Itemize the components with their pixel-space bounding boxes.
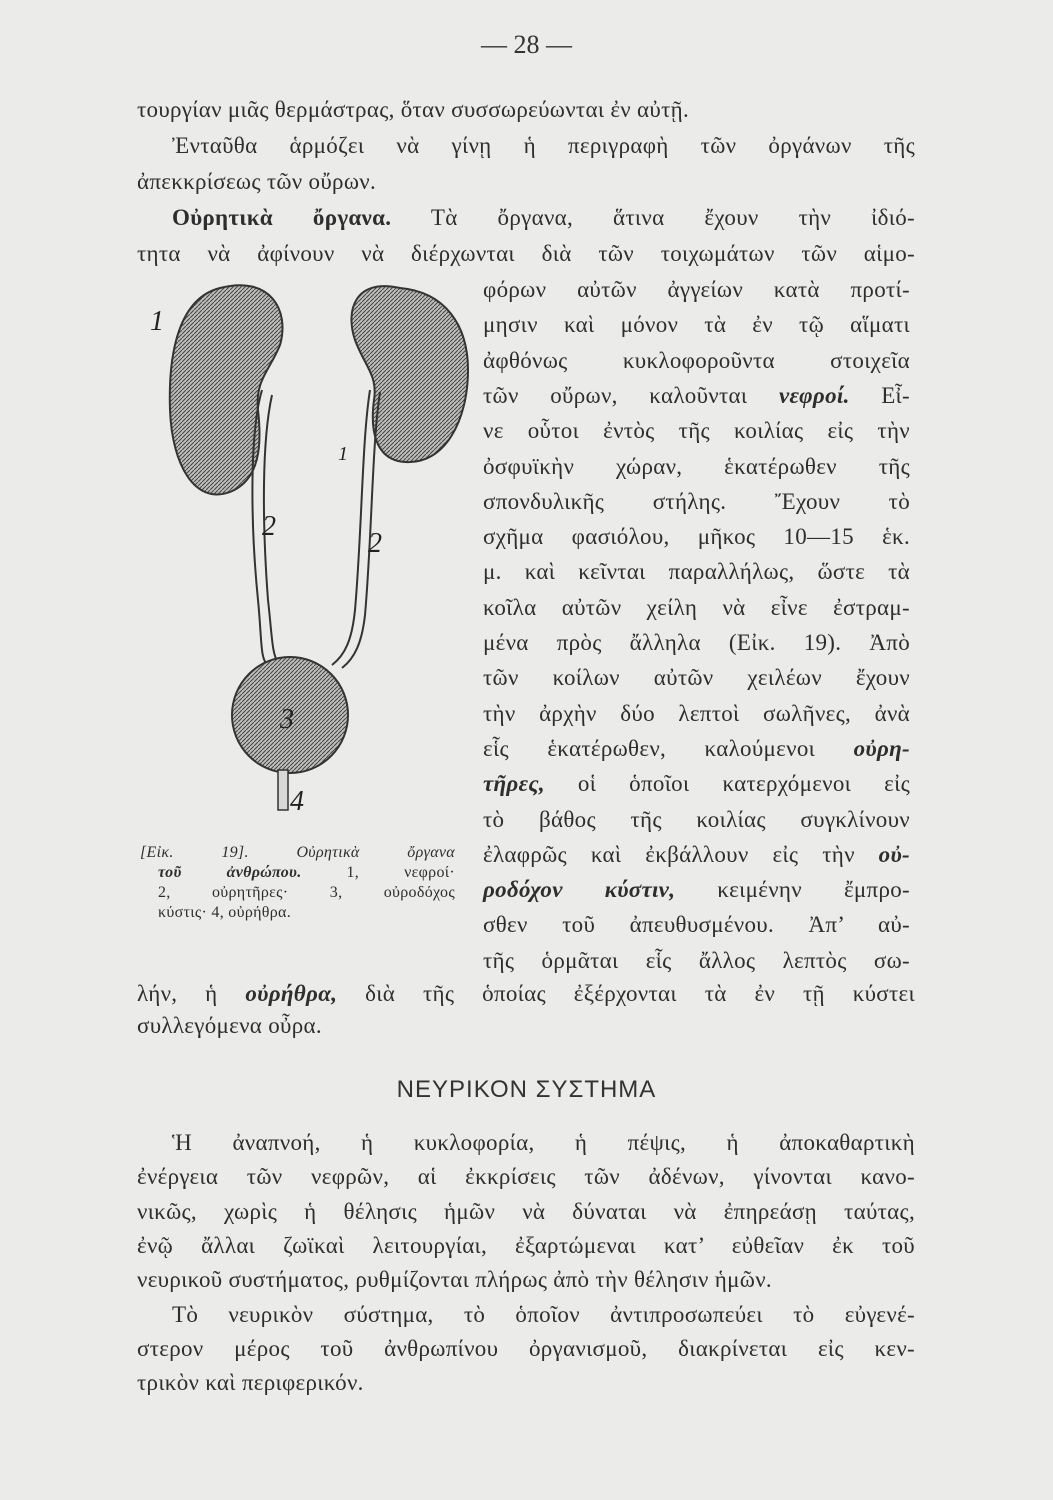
text-run: κειμένην ἔμπρο- xyxy=(675,877,910,903)
text-line xyxy=(483,520,910,554)
text-line xyxy=(483,732,910,766)
text-run: φόρων αὐτῶν ἀγγείων κατὰ προτί- xyxy=(483,277,910,302)
label-kidney-right: 1 xyxy=(338,443,348,465)
text-run: ἐνέργεια τῶν νεφρῶν, αἱ ἐκκρίσεις τῶν ἀδένων, γίνονται κανο- xyxy=(137,1164,915,1190)
text-run: ἀφθόνως κυκλοφοροῦντα στοιχεῖα xyxy=(483,347,910,373)
text-line xyxy=(483,944,910,978)
text-run: οἱ ὁποῖοι κατερχόμενοι εἰς xyxy=(544,771,910,797)
text-run: νευρικοῦ συστήματος, ρυθμίζονται πλήρως ἀπὸ τὴν θέλησιν ἡμῶν. xyxy=(137,1267,772,1293)
text-line xyxy=(137,977,915,1011)
text-run: τῶν κοίλων αὐτῶν χειλέων ἔχουν xyxy=(483,665,910,691)
text-run: διὰ τῆς ὁποίας ἐξέρχονται τὰ ἐν τῇ κύστει xyxy=(337,981,915,1006)
text-line xyxy=(483,308,910,342)
text-run: 2, οὐρητῆρες· 3, οὐροδόχος xyxy=(158,884,455,901)
text-line xyxy=(137,1229,915,1263)
text-run: κύστις· 4, οὐρήθρα. xyxy=(158,904,292,921)
text-line xyxy=(483,838,910,872)
text-line xyxy=(483,626,910,660)
label-urethra: 4 xyxy=(290,786,304,817)
text-run xyxy=(249,844,297,861)
text-run: Ἐνταῦθα ἁρμόζει νὰ γίνῃ ἡ περιγραφὴ τῶν ὀργάνων τῆς xyxy=(172,133,915,158)
text-line xyxy=(137,1332,915,1366)
text-run: νε οὗτοι ἐντὸς τῆς κοιλίας εἰς τὴν xyxy=(483,418,910,444)
text-line xyxy=(158,883,455,903)
text-run: ἐλαφρῶς καὶ ἐκβάλλουν εἰς τὴν xyxy=(483,841,879,867)
text-line xyxy=(483,344,910,378)
text-line xyxy=(158,903,455,923)
text-line xyxy=(172,1126,915,1160)
text-line xyxy=(137,1009,915,1043)
text-run: Εἶ- xyxy=(849,382,910,408)
text-line xyxy=(483,485,910,519)
text-line xyxy=(172,129,915,163)
text-run: Τὰ ὄργανα, ἅτινα ἔχουν τὴν ἰδιό- xyxy=(391,205,915,230)
text-line xyxy=(483,450,910,484)
label-bladder: 3 xyxy=(280,704,294,735)
label-ureter-left: 2 xyxy=(262,511,276,542)
text-run: τητα νὰ ἀφίνουν νὰ διέρχωνται διὰ τῶν τοιχωμάτων τῶν αἱμο- xyxy=(137,241,915,266)
text-run: κοῖλα αὐτῶν χείλη νὰ εἶνε ἐστραμ- xyxy=(483,594,910,620)
text-line xyxy=(483,661,910,695)
text-line xyxy=(483,873,910,907)
section-heading: ΝΕΥΡΙΚΟΝ ΣΥΣΤΗΜΑ xyxy=(396,1076,657,1103)
text-run: εἷς ἑκατέρωθεν, καλούμενοι xyxy=(483,735,854,761)
text-run: τρικὸν καὶ περιφερικόν. xyxy=(137,1370,364,1396)
emphasized-term: Οὐρητικὰ ὄργανα xyxy=(296,844,455,861)
text-line xyxy=(172,201,915,235)
text-line xyxy=(137,93,915,127)
text-run: ἐνῷ ἄλλαι ζωϊκαὶ λειτουργίαι, ἐξαρτώμεναι κατ’ εὐθεῖαν ἐκ τοῦ xyxy=(137,1232,915,1258)
emphasized-term: οὐ- xyxy=(878,841,910,867)
label-kidney: 1 xyxy=(150,306,164,337)
text-run: μ. καὶ κεῖνται παραλλήλως, ὥστε τὰ xyxy=(483,559,910,585)
text-run: τὴν ἀρχὴν δύο λεπτοὶ σωλῆνες, ἀνὰ xyxy=(483,700,910,726)
urinary-organs-figure xyxy=(150,270,480,830)
text-run: Τὸ νευρικὸν σύστημα, τὸ ὁποῖον ἀντιπροσωπεύει τὸ εὐγενέ- xyxy=(172,1301,915,1327)
text-run: ἀπεκκρίσεως τῶν οὔρων. xyxy=(137,169,377,194)
text-line xyxy=(140,843,455,863)
emphasized-term: οὐρήθρα, xyxy=(245,981,338,1006)
text-run: τῶν οὔρων, καλοῦνται xyxy=(483,382,779,408)
emphasized-term: τοῦ ἀνθρώπου. xyxy=(158,864,302,881)
text-run: ὀσφυϊκὴν χώραν, ἑκατέρωθεν τῆς xyxy=(483,453,910,479)
emphasized-term: [Εἰκ. 19]. xyxy=(140,844,249,861)
emphasized-term: Οὐρητικὰ ὄργανα. xyxy=(172,205,392,230)
emphasized-term: οὐρη- xyxy=(853,735,910,761)
text-line xyxy=(172,1298,915,1332)
text-run: συλλεγόμενα οὖρα. xyxy=(137,1013,322,1038)
text-run: μησιν καὶ μόνον τὰ ἐν τῷ αἵματι xyxy=(483,312,910,338)
text-line xyxy=(137,165,915,199)
text-line xyxy=(483,803,910,837)
text-line xyxy=(483,591,910,625)
text-line xyxy=(137,237,915,271)
text-line xyxy=(483,697,910,731)
text-run: σχῆμα φασιόλου, μῆκος 10—15 ἑκ. xyxy=(483,524,910,550)
right-kidney xyxy=(351,286,468,462)
left-kidney xyxy=(170,285,283,494)
text-line xyxy=(483,555,910,589)
emphasized-term: τῆρες, xyxy=(483,771,545,797)
text-run: λήν, ἡ xyxy=(137,981,246,1006)
text-run: τουργίαν μιᾶς θερμάστρας, ὅταν συσσωρεύωνται ἐν αὐτῇ. xyxy=(137,97,690,122)
emphasized-term: νεφροί. xyxy=(778,382,850,408)
page-number: — 28 — xyxy=(481,30,572,59)
text-run: στερον μέρος τοῦ ἀνθρωπίνου ὀργανισμοῦ, διακρίνεται εἰς κεν- xyxy=(137,1335,915,1361)
text-line xyxy=(483,273,910,307)
text-line xyxy=(483,379,910,413)
text-run: μένα πρὸς ἄλληλα (Εἰκ. 19). Ἀπὸ xyxy=(483,630,910,655)
text-run: Ἡ ἀναπνοή, ἡ κυκλοφορία, ἡ πέψις, ἡ ἀποκαθαρτικὴ xyxy=(172,1130,915,1155)
text-run: σπονδυλικῆς στήλης. Ἔχουν τὸ xyxy=(483,488,910,514)
text-line xyxy=(137,1195,915,1229)
text-run: 1, νεφροί· xyxy=(301,864,455,881)
text-line xyxy=(158,863,455,883)
text-line xyxy=(137,1366,915,1400)
emphasized-term: ροδόχον κύστιν, xyxy=(483,877,676,903)
label-ureter-right: 2 xyxy=(368,528,382,559)
text-line xyxy=(483,414,910,448)
text-line xyxy=(137,1263,915,1297)
text-run: νικῶς, χωρὶς ἡ θέλησις ἡμῶν νὰ δύναται νὰ ἐπηρεάσῃ ταύτας, xyxy=(137,1198,915,1224)
text-line xyxy=(137,1160,915,1194)
text-run: τὸ βάθος τῆς κοιλίας συγκλίνουν xyxy=(483,806,910,832)
text-run: σθεν τοῦ ἀπευθυσμένου. Ἀπ’ αὐ- xyxy=(483,912,910,938)
text-line xyxy=(483,767,910,801)
text-line xyxy=(483,908,910,942)
text-run: τῆς ὁρμᾶται εἷς ἄλλος λεπτὸς σω- xyxy=(483,947,910,973)
